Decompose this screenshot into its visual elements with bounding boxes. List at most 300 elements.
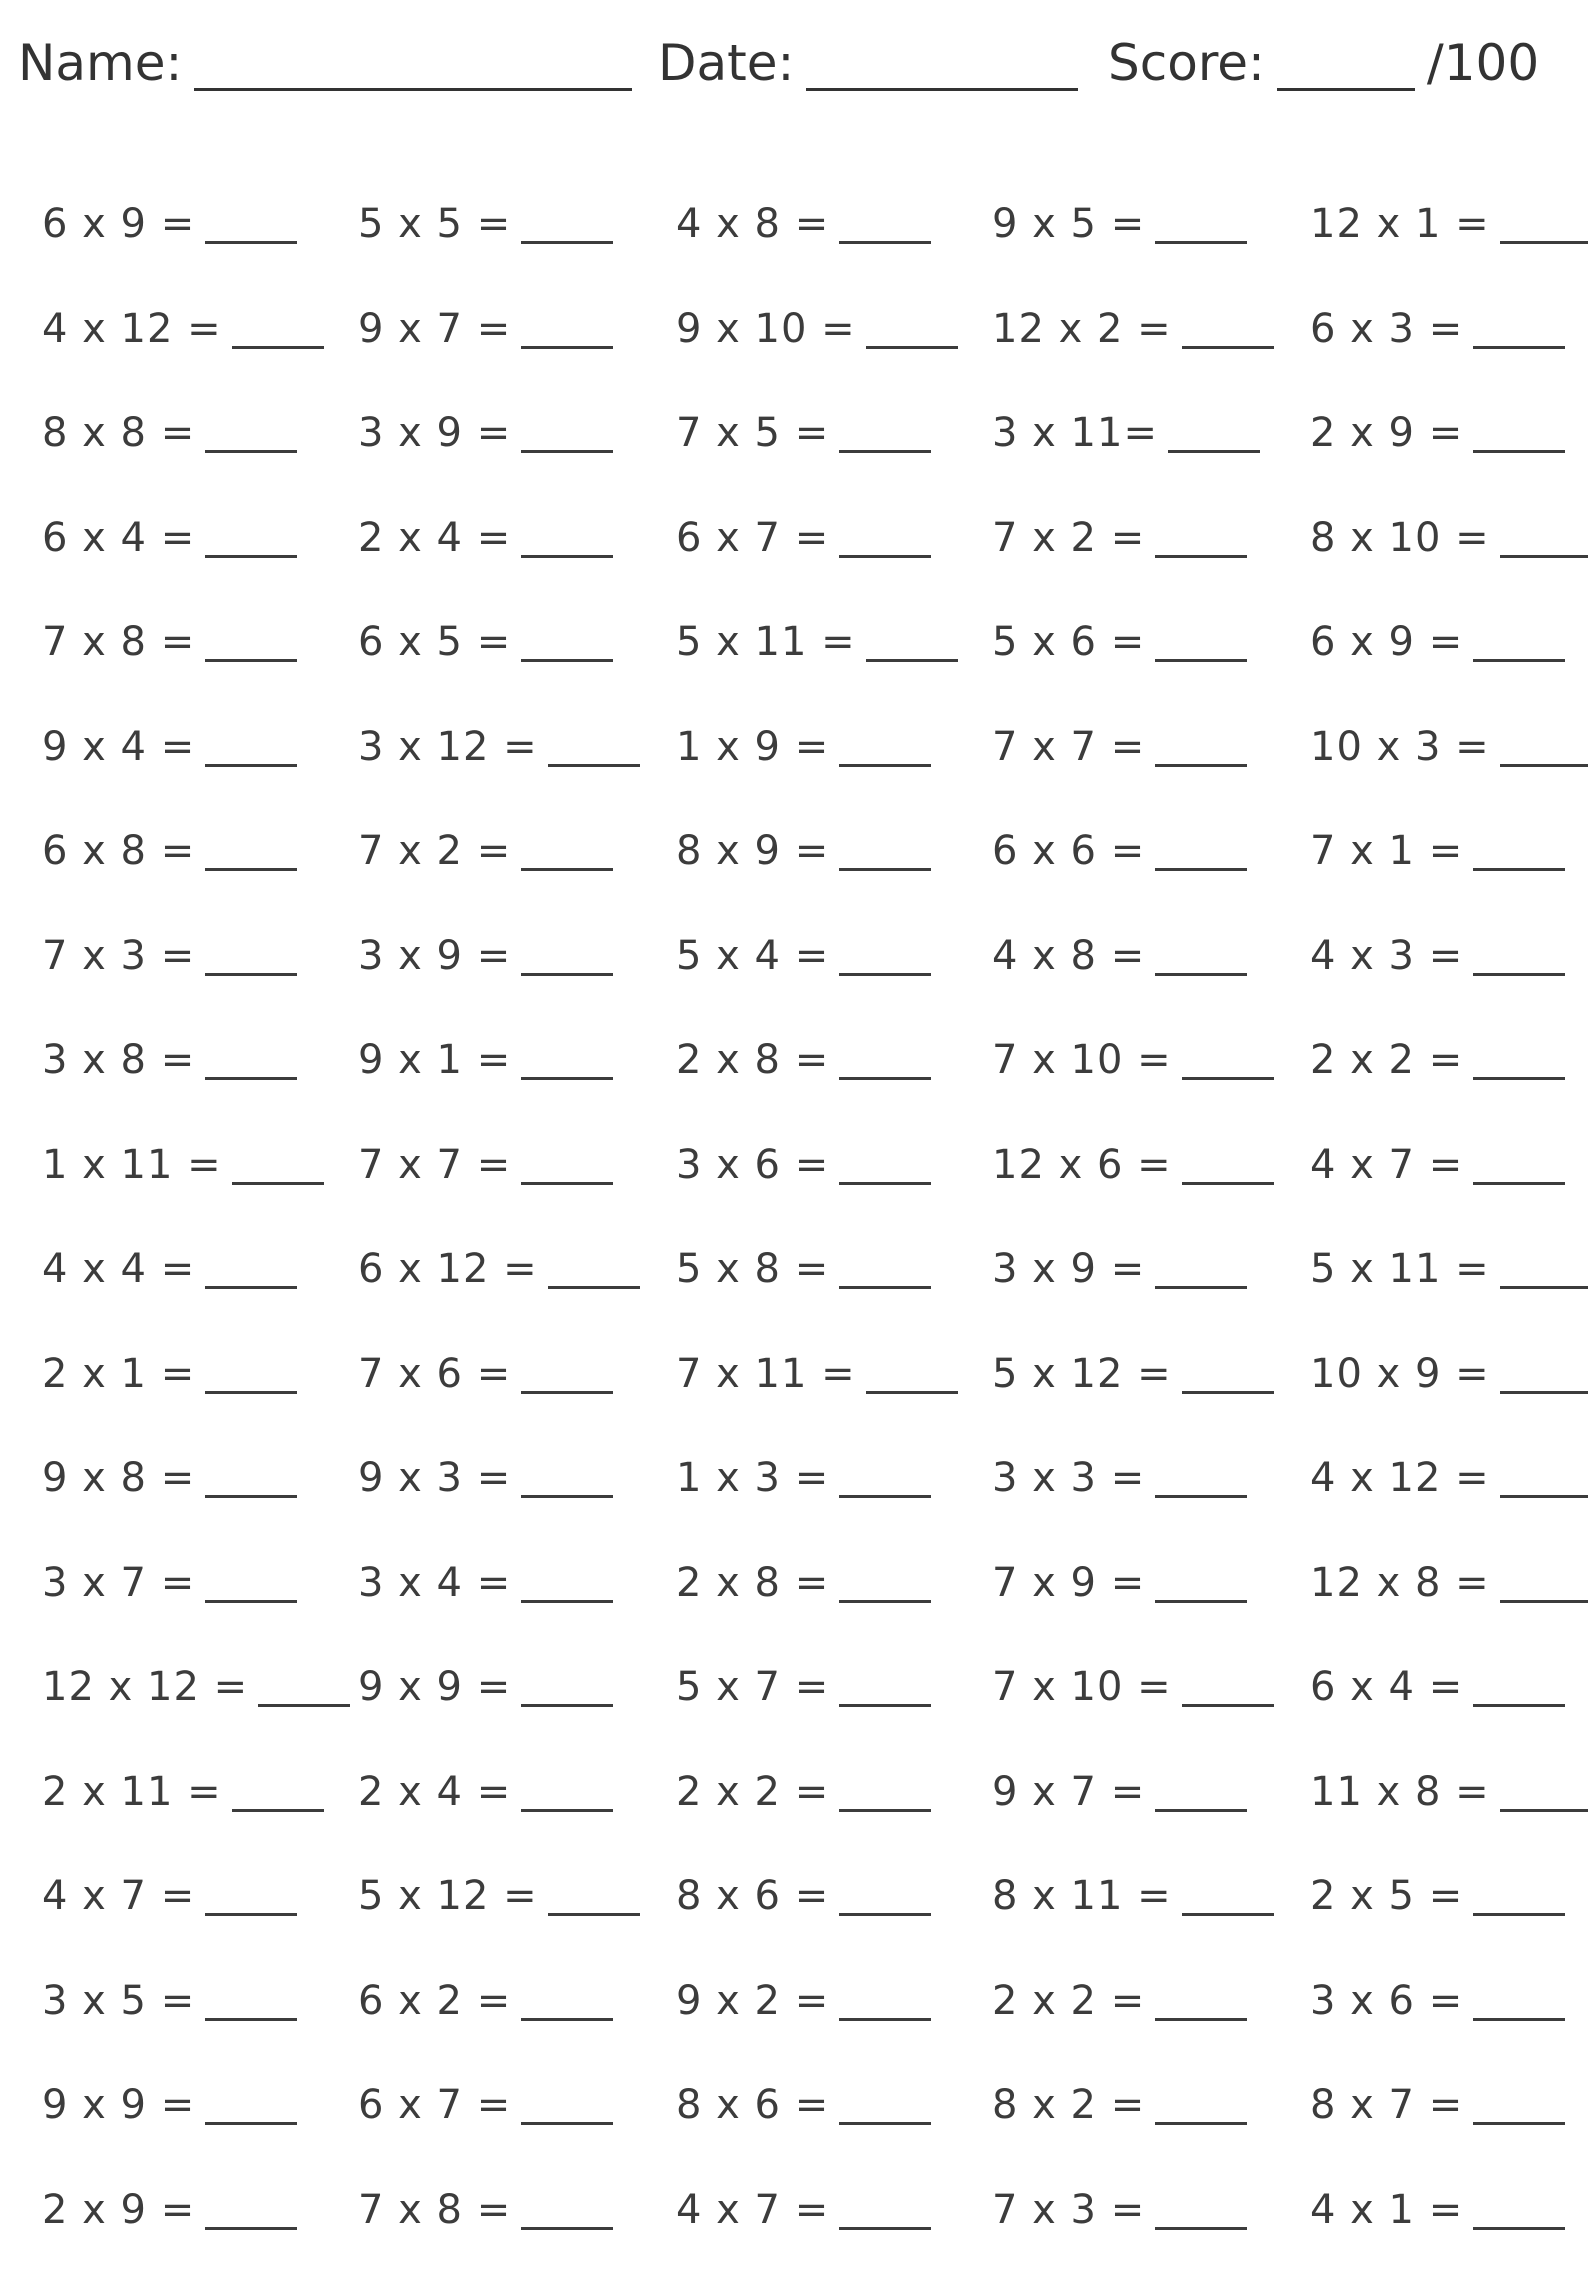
problem-expression: 7 x 9 = (992, 1559, 1146, 1606)
date-label: Date: (658, 34, 795, 92)
answer-blank[interactable] (839, 722, 931, 767)
problem-expression: 7 x 10 = (992, 1664, 1172, 1710)
problem-item (1310, 504, 1588, 564)
problem-row (0, 1340, 1588, 1440)
problem-row (0, 190, 1588, 290)
problem-item (992, 1131, 1274, 1191)
problem-row (0, 1235, 1588, 1335)
problem-expression: 12 x 8 = (1310, 1559, 1490, 1606)
problem-item (358, 399, 613, 459)
problem-expression: 8 x 6 = (676, 2082, 830, 2128)
answer-blank[interactable] (205, 1871, 297, 1916)
answer-blank[interactable] (521, 1767, 613, 1812)
problem-expression: 7 x 8 = (358, 2186, 512, 2233)
answer-blank[interactable] (521, 1558, 613, 1603)
problem-item (358, 713, 640, 773)
problem-row (0, 1131, 1588, 1231)
problem-expression: 6 x 8 = (42, 828, 196, 874)
problem-item (676, 1862, 931, 1922)
answer-blank[interactable] (1500, 1244, 1588, 1289)
answer-blank[interactable] (866, 617, 958, 662)
answer-blank[interactable] (205, 931, 297, 976)
score-total: /100 (1426, 34, 1540, 92)
problem-item (992, 1967, 1247, 2027)
problem-expression: 6 x 12 = (358, 1246, 538, 1292)
problem-expression: 3 x 9 = (992, 1246, 1146, 1292)
answer-blank[interactable] (839, 1767, 931, 1812)
answer-blank[interactable] (1473, 1662, 1565, 1707)
problem-expression: 6 x 7 = (358, 2082, 512, 2128)
problem-expression: 5 x 4 = (676, 932, 830, 979)
date-input-line[interactable] (806, 32, 1078, 91)
problem-item (676, 1758, 931, 1818)
score-input-line[interactable] (1277, 32, 1415, 91)
answer-blank[interactable] (1155, 2080, 1247, 2125)
problem-item (676, 190, 931, 250)
problem-expression: 3 x 6 = (676, 1141, 830, 1188)
problem-item (992, 1444, 1247, 1504)
answer-blank[interactable] (1155, 722, 1247, 767)
answer-blank[interactable] (521, 1976, 613, 2021)
problem-item (676, 504, 931, 564)
answer-blank[interactable] (1155, 1976, 1247, 2021)
answer-blank[interactable] (1500, 722, 1588, 767)
answer-blank[interactable] (205, 513, 297, 558)
problem-expression: 4 x 12 = (1310, 1455, 1490, 1501)
problem-item (358, 817, 613, 877)
answer-blank[interactable] (839, 513, 931, 558)
problem-expression: 11 x 8 = (1310, 1768, 1490, 1815)
problem-expression: 4 x 7 = (1310, 1141, 1464, 1188)
problem-expression: 2 x 2 = (676, 1768, 830, 1815)
answer-blank[interactable] (839, 1453, 931, 1498)
problem-item (1310, 922, 1565, 982)
problem-expression: 4 x 12 = (42, 305, 222, 352)
answer-blank[interactable] (205, 1349, 297, 1394)
problem-expression: 5 x 12 = (358, 1873, 538, 1919)
answer-blank[interactable] (205, 1976, 297, 2021)
problem-item (358, 2071, 613, 2131)
problem-expression: 8 x 10 = (1310, 514, 1490, 561)
problem-item (1310, 1340, 1588, 1400)
problem-expression: 4 x 1 = (1310, 2186, 1464, 2233)
problem-expression: 8 x 11 = (992, 1873, 1172, 1919)
answer-blank[interactable] (1473, 2185, 1565, 2230)
answer-blank[interactable] (1155, 1767, 1247, 1812)
answer-blank[interactable] (1473, 1871, 1565, 1916)
answer-blank[interactable] (1155, 1453, 1247, 1498)
answer-blank[interactable] (521, 1453, 613, 1498)
answer-blank[interactable] (1500, 1453, 1588, 1498)
name-field (18, 32, 632, 102)
answer-blank[interactable] (1473, 408, 1565, 453)
answer-blank[interactable] (1182, 1662, 1274, 1707)
problem-item (42, 295, 324, 355)
problem-item (358, 1131, 613, 1191)
problem-expression: 7 x 3 = (42, 932, 196, 979)
problem-item (42, 2176, 297, 2236)
problem-item (1310, 1862, 1565, 1922)
problem-item (676, 2176, 931, 2236)
problem-item (676, 295, 958, 355)
problem-expression: 9 x 4 = (42, 723, 196, 770)
problem-expression: 2 x 8 = (676, 1559, 830, 1606)
problem-item (358, 2176, 613, 2236)
problem-item (42, 1444, 297, 1504)
problem-item (1310, 399, 1565, 459)
answer-blank[interactable] (1182, 304, 1274, 349)
problem-item (358, 922, 613, 982)
problem-expression: 10 x 3 = (1310, 723, 1490, 770)
answer-blank[interactable] (1182, 1035, 1274, 1080)
problem-item (1310, 190, 1588, 250)
answer-blank[interactable] (521, 199, 613, 244)
problem-expression: 7 x 1 = (1310, 828, 1464, 874)
problem-expression: 7 x 3 = (992, 2186, 1146, 2233)
problem-expression: 9 x 10 = (676, 305, 856, 352)
answer-blank[interactable] (839, 1140, 931, 1185)
answer-blank[interactable] (232, 1140, 324, 1185)
problem-row (0, 2071, 1588, 2171)
problem-expression: 4 x 3 = (1310, 932, 1464, 979)
answer-blank[interactable] (521, 513, 613, 558)
answer-blank[interactable] (1500, 513, 1588, 558)
answer-blank[interactable] (1473, 826, 1565, 871)
answer-blank[interactable] (205, 1558, 297, 1603)
problem-expression: 6 x 6 = (992, 828, 1146, 874)
problem-expression: 7 x 8 = (42, 619, 196, 665)
name-input-line[interactable] (194, 32, 632, 91)
answer-blank[interactable] (1155, 826, 1247, 871)
date-field (658, 32, 1078, 102)
problem-item (1310, 2176, 1565, 2236)
answer-blank[interactable] (1500, 1349, 1588, 1394)
answer-blank[interactable] (1473, 1035, 1565, 1080)
answer-blank[interactable] (1473, 2080, 1565, 2125)
answer-blank[interactable] (1155, 199, 1247, 244)
problem-expression: 8 x 9 = (676, 828, 830, 874)
problem-expression: 3 x 3 = (992, 1455, 1146, 1501)
problem-expression: 3 x 12 = (358, 723, 538, 770)
problem-expression: 2 x 5 = (1310, 1873, 1464, 1919)
answer-blank[interactable] (1500, 199, 1588, 244)
problem-expression: 7 x 10 = (992, 1037, 1172, 1083)
answer-blank[interactable] (232, 1767, 324, 1812)
problem-expression: 1 x 11 = (42, 1141, 222, 1188)
answer-blank[interactable] (521, 1140, 613, 1185)
problem-expression: 9 x 9 = (358, 1664, 512, 1710)
problem-item (358, 1235, 640, 1295)
answer-blank[interactable] (521, 826, 613, 871)
problem-expression: 8 x 6 = (676, 1873, 830, 1919)
problem-item (676, 1444, 931, 1504)
problem-expression: 6 x 7 = (676, 514, 830, 561)
score-label: Score: (1108, 34, 1265, 92)
problem-item (358, 1026, 613, 1086)
problem-expression: 7 x 6 = (358, 1350, 512, 1397)
answer-blank[interactable] (548, 722, 640, 767)
answer-blank[interactable] (205, 2080, 297, 2125)
problem-expression: 3 x 11= (992, 410, 1158, 456)
answer-blank[interactable] (205, 617, 297, 662)
answer-blank[interactable] (521, 1349, 613, 1394)
answer-blank[interactable] (521, 2080, 613, 2125)
answer-blank[interactable] (839, 1558, 931, 1603)
answer-blank[interactable] (258, 1662, 350, 1707)
problem-expression: 12 x 6 = (992, 1141, 1172, 1188)
problem-expression: 4 x 8 = (992, 932, 1146, 979)
problem-item (42, 1862, 297, 1922)
answer-blank[interactable] (1155, 931, 1247, 976)
problem-item (676, 608, 958, 668)
answer-blank[interactable] (1473, 617, 1565, 662)
answer-blank[interactable] (232, 304, 324, 349)
answer-blank[interactable] (1155, 2185, 1247, 2230)
problem-item (992, 2176, 1247, 2236)
problem-item (42, 190, 297, 250)
answer-blank[interactable] (839, 1244, 931, 1289)
problem-expression: 2 x 1 = (42, 1350, 196, 1397)
answer-blank[interactable] (205, 2185, 297, 2230)
problem-expression: 6 x 9 = (1310, 619, 1464, 665)
problem-expression: 9 x 3 = (358, 1455, 512, 1501)
problem-expression: 9 x 1 = (358, 1037, 512, 1083)
answer-blank[interactable] (839, 408, 931, 453)
problem-item (42, 504, 297, 564)
problem-expression: 7 x 7 = (992, 723, 1146, 770)
answer-blank[interactable] (205, 722, 297, 767)
problem-item (992, 608, 1247, 668)
problem-expression: 5 x 8 = (676, 1246, 830, 1292)
problem-expression: 12 x 12 = (42, 1664, 249, 1710)
problem-expression: 2 x 2 = (992, 1977, 1146, 2024)
problem-expression: 2 x 9 = (1310, 410, 1464, 456)
answer-blank[interactable] (1182, 1871, 1274, 1916)
problem-item (992, 1549, 1247, 1609)
problem-row (0, 1862, 1588, 1962)
problem-item (992, 2071, 1247, 2131)
problem-item (676, 1340, 958, 1400)
problem-item (676, 1967, 931, 2027)
answer-blank[interactable] (1473, 304, 1565, 349)
answer-blank[interactable] (839, 1662, 931, 1707)
problem-item (358, 1758, 613, 1818)
answer-blank[interactable] (521, 2185, 613, 2230)
problem-expression: 8 x 2 = (992, 2082, 1146, 2128)
problem-item (992, 1235, 1247, 1295)
problem-row (0, 504, 1588, 604)
problem-item (1310, 1026, 1565, 1086)
problem-row (0, 295, 1588, 395)
problem-expression: 8 x 8 = (42, 410, 196, 456)
problem-expression: 4 x 7 = (676, 2186, 830, 2233)
answer-blank[interactable] (839, 2185, 931, 2230)
answer-blank[interactable] (521, 1662, 613, 1707)
answer-blank[interactable] (839, 2080, 931, 2125)
problem-item (42, 1549, 297, 1609)
answer-blank[interactable] (521, 617, 613, 662)
problem-expression: 8 x 7 = (1310, 2082, 1464, 2128)
problem-item (992, 922, 1247, 982)
answer-blank[interactable] (839, 826, 931, 871)
problem-expression: 7 x 11 = (676, 1350, 856, 1397)
problem-expression: 9 x 2 = (676, 1977, 830, 2024)
problem-expression: 9 x 7 = (992, 1768, 1146, 1815)
problem-item (676, 1235, 931, 1295)
problem-item (42, 1967, 297, 2027)
answer-blank[interactable] (1182, 1349, 1274, 1394)
answer-blank[interactable] (1500, 1767, 1588, 1812)
problem-expression: 2 x 8 = (676, 1037, 830, 1083)
answer-blank[interactable] (1473, 1140, 1565, 1185)
problem-expression: 1 x 3 = (676, 1455, 830, 1501)
problem-item (358, 608, 613, 668)
problem-item (992, 1653, 1274, 1713)
problem-expression: 5 x 5 = (358, 201, 512, 247)
answer-blank[interactable] (205, 826, 297, 871)
problem-item (42, 608, 297, 668)
problem-item (1310, 1967, 1565, 2027)
problem-item (42, 713, 297, 773)
problem-item (992, 190, 1247, 250)
problem-item (992, 1340, 1274, 1400)
problem-expression: 9 x 9 = (42, 2082, 196, 2128)
problem-item (1310, 608, 1565, 668)
problem-expression: 12 x 2 = (992, 305, 1172, 352)
answer-blank[interactable] (1155, 617, 1247, 662)
problem-item (1310, 1758, 1588, 1818)
problem-row (0, 399, 1588, 499)
problem-row (0, 1758, 1588, 1858)
problem-item (676, 399, 931, 459)
problem-expression: 3 x 9 = (358, 932, 512, 979)
problem-expression: 2 x 9 = (42, 2186, 196, 2233)
problem-item (992, 713, 1247, 773)
answer-blank[interactable] (839, 1035, 931, 1080)
problem-expression: 3 x 5 = (42, 1977, 196, 2024)
answer-blank[interactable] (1500, 1558, 1588, 1603)
answer-blank[interactable] (521, 408, 613, 453)
answer-blank[interactable] (205, 1035, 297, 1080)
answer-blank[interactable] (548, 1871, 640, 1916)
problem-item (992, 1862, 1274, 1922)
problem-item (676, 1026, 931, 1086)
problem-item (358, 1967, 613, 2027)
answer-blank[interactable] (839, 1871, 931, 1916)
answer-blank[interactable] (1155, 1558, 1247, 1603)
answer-blank[interactable] (521, 1035, 613, 1080)
problem-item (676, 817, 931, 877)
answer-blank[interactable] (866, 304, 958, 349)
problem-expression: 5 x 12 = (992, 1350, 1172, 1397)
problem-item (1310, 295, 1565, 355)
problem-row (0, 1653, 1588, 1753)
answer-blank[interactable] (839, 931, 931, 976)
problem-expression: 12 x 1 = (1310, 201, 1490, 247)
answer-blank[interactable] (205, 408, 297, 453)
problem-row (0, 1444, 1588, 1544)
problem-expression: 6 x 3 = (1310, 305, 1464, 352)
answer-blank[interactable] (548, 1244, 640, 1289)
problem-item (676, 1549, 931, 1609)
problem-expression: 5 x 11 = (1310, 1246, 1490, 1292)
problem-item (42, 1131, 324, 1191)
problem-item (1310, 1653, 1565, 1713)
problem-item (992, 295, 1274, 355)
problem-row (0, 922, 1588, 1022)
problem-item (358, 190, 613, 250)
problem-expression: 7 x 5 = (676, 410, 830, 456)
answer-blank[interactable] (205, 199, 297, 244)
problem-item (992, 1758, 1247, 1818)
problem-row (0, 1967, 1588, 2067)
problem-expression: 3 x 4 = (358, 1559, 512, 1606)
problem-item (42, 817, 297, 877)
problem-item (676, 922, 931, 982)
answer-blank[interactable] (521, 931, 613, 976)
answer-blank[interactable] (839, 1976, 931, 2021)
answer-blank[interactable] (1182, 1140, 1274, 1185)
problem-expression: 7 x 7 = (358, 1141, 512, 1188)
problem-expression: 3 x 9 = (358, 410, 512, 456)
problem-expression: 6 x 4 = (1310, 1664, 1464, 1710)
problem-expression: 4 x 4 = (42, 1246, 196, 1292)
problem-expression: 5 x 6 = (992, 619, 1146, 665)
problem-item (1310, 1444, 1588, 1504)
name-label: Name: (18, 34, 183, 92)
problem-item (358, 1862, 640, 1922)
answer-blank[interactable] (205, 1244, 297, 1289)
problem-item (42, 1653, 350, 1713)
answer-blank[interactable] (1168, 408, 1260, 453)
problem-item (676, 1131, 931, 1191)
problem-item (1310, 817, 1565, 877)
answer-blank[interactable] (521, 304, 613, 349)
answer-blank[interactable] (205, 1453, 297, 1498)
answer-blank[interactable] (1473, 1976, 1565, 2021)
problem-expression: 6 x 5 = (358, 619, 512, 665)
problem-row (0, 817, 1588, 917)
answer-blank[interactable] (1473, 931, 1565, 976)
problem-expression: 3 x 8 = (42, 1037, 196, 1083)
problem-item (358, 1549, 613, 1609)
problem-expression: 7 x 2 = (358, 828, 512, 874)
problem-item (992, 399, 1260, 459)
problem-expression: 6 x 4 = (42, 514, 196, 561)
worksheet-header (18, 32, 1570, 102)
problem-item (42, 1758, 324, 1818)
problem-expression: 6 x 9 = (42, 201, 196, 247)
answer-blank[interactable] (1155, 1244, 1247, 1289)
answer-blank[interactable] (1155, 513, 1247, 558)
answer-blank[interactable] (866, 1349, 958, 1394)
problem-item (676, 2071, 931, 2131)
problem-expression: 3 x 7 = (42, 1559, 196, 1606)
problem-item (992, 817, 1247, 877)
answer-blank[interactable] (839, 199, 931, 244)
problem-item (358, 1444, 613, 1504)
problem-expression: 2 x 11 = (42, 1768, 222, 1815)
problem-item (42, 1026, 297, 1086)
problem-row (0, 713, 1588, 813)
problem-expression: 5 x 7 = (676, 1664, 830, 1710)
problem-expression: 3 x 6 = (1310, 1977, 1464, 2024)
problem-item (358, 504, 613, 564)
problem-item (358, 1340, 613, 1400)
problem-item (1310, 2071, 1565, 2131)
problem-expression: 2 x 4 = (358, 514, 512, 561)
problem-expression: 1 x 9 = (676, 723, 830, 770)
